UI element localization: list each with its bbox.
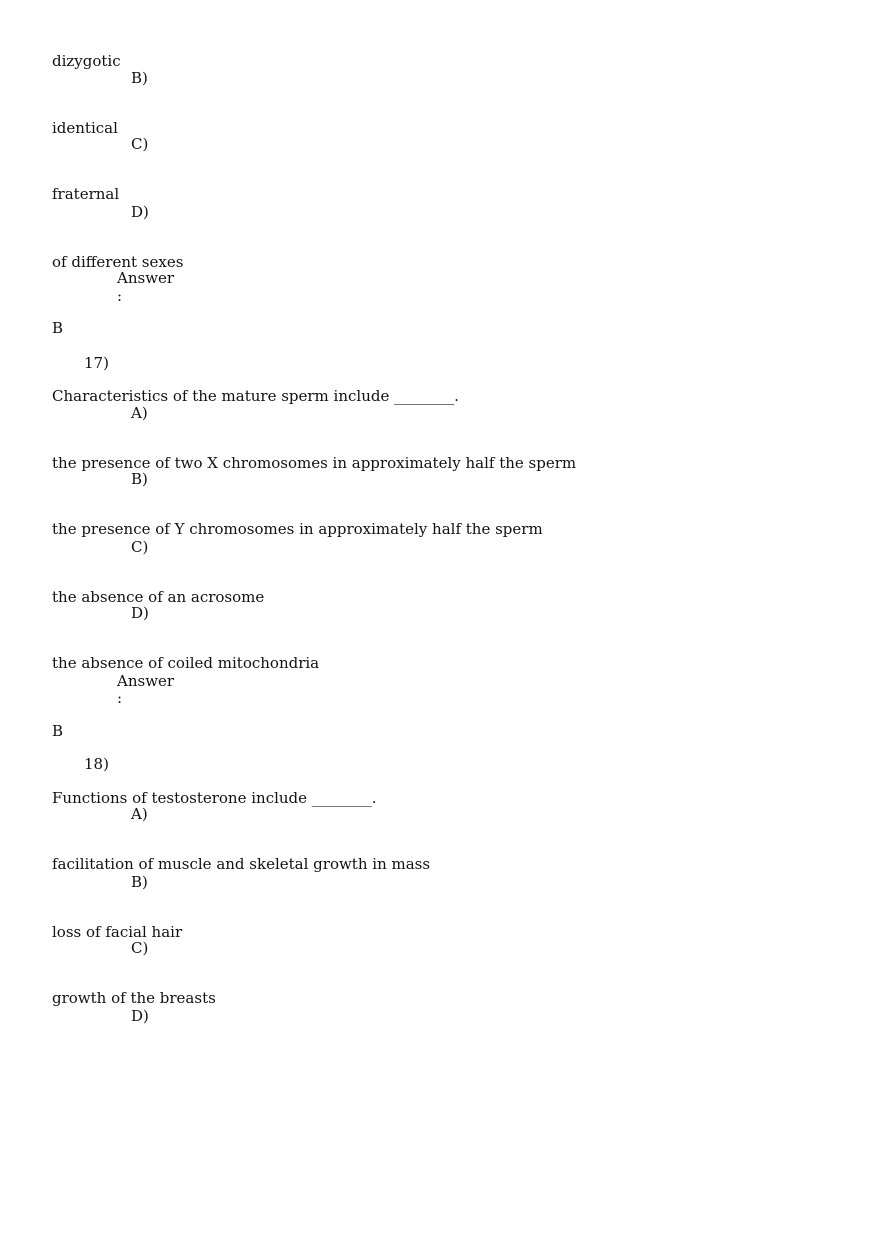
q17-answer-label: Answer [117,672,175,690]
q17-option-c-text: the absence of an acrosome [52,588,265,606]
q18-option-a-text: facilitation of muscle and skeletal growth in mass [52,855,431,873]
q17-option-b-label: B) [131,470,148,488]
q16-option-d-text: of different sexes [52,253,184,271]
q18-option-d-label: D) [131,1007,149,1025]
q17-option-d-text: the absence of coiled mitochondria [52,654,320,672]
q18-number: 18) [84,755,109,773]
q17-option-b-text: the presence of Y chromosomes in approximately half the sperm [52,520,543,538]
q17-option-a-text: the presence of two X chromosomes in approximately half the sperm [52,454,577,472]
q17-option-d-label: D) [131,604,149,622]
q18-option-b-text: loss of facial hair [52,923,183,941]
q16-answer-label: Answer [117,269,175,287]
q17-question-text: Characteristics of the mature sperm include ________. [52,387,459,405]
q18-option-c-label: C) [131,939,149,957]
q18-option-a-label: A) [131,805,148,823]
q18-option-c-text: growth of the breasts [52,989,216,1007]
q17-answer-value: B [52,722,64,740]
q16-option-b-label: B) [131,69,148,87]
q16-option-c-text: fraternal [52,185,120,203]
q16-option-c-label: C) [131,135,149,153]
q17-option-a-label: A) [131,404,148,422]
q17-answer-colon: : [117,689,123,707]
q17-number: 17) [84,354,109,372]
q16-answer-colon: : [117,287,123,305]
q16-option-d-label: D) [131,203,149,221]
q18-option-b-label: B) [131,873,148,891]
q16-answer-value: B [52,319,64,337]
q18-question-text: Functions of testosterone include ________. [52,789,377,807]
q16-option-b-text: identical [52,119,118,137]
q16-option-a-text: dizygotic [52,52,121,70]
q17-option-c-label: C) [131,538,149,556]
